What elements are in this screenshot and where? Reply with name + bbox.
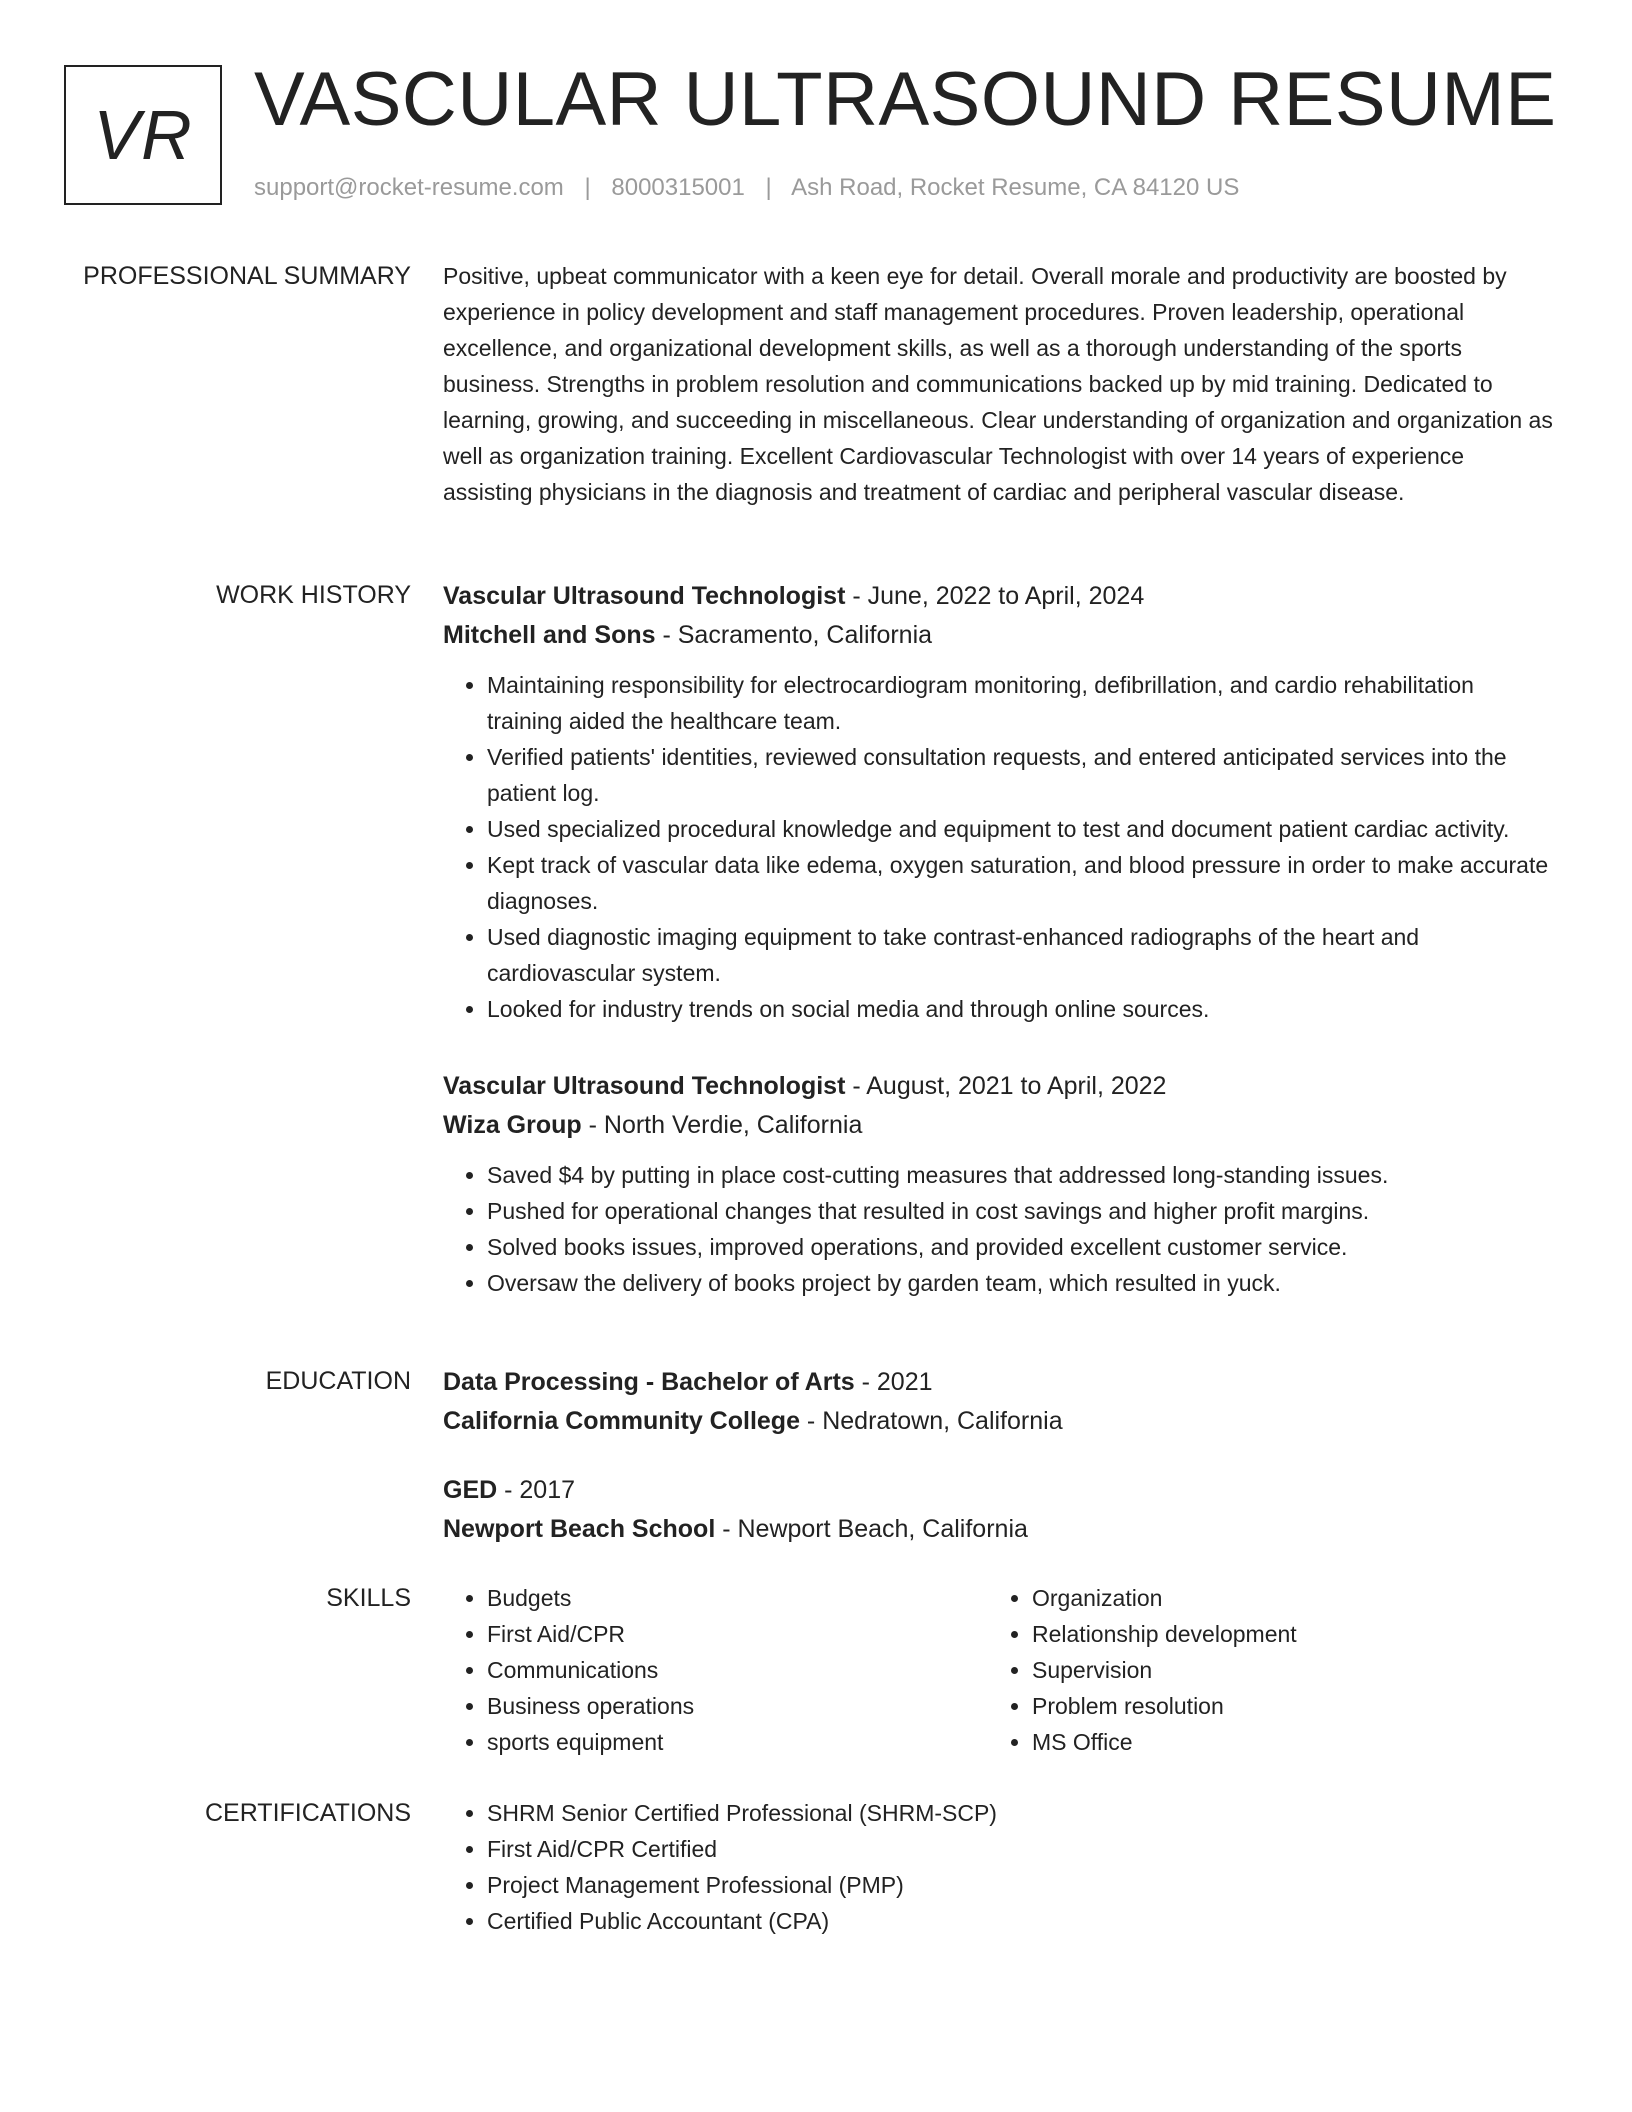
list-item: • Verified patients' identities, reviewed consultation requests, and entered anticipated services into the patient log. (487, 739, 1555, 811)
education-degree: GED (443, 1476, 498, 1504)
job-company-line (443, 616, 1555, 655)
summary-text: Positive, upbeat communicator with a keen eye for detail. Overall morale and productivity are boosted by experience in policy development and staff management procedures. Proven leadership, operational excellence, and organizational development skills, as well as a thorough understanding of the sports business. Strengths in problem resolution and communications backed up by mid training. Dedicated to learning, growing, and succeeding in miscellaneous. Clear understanding of organization and organization as well as organization training. Excellent Cardiovascular Technologist with over 14 years of experience assisting physicians in the diagnosis and treatment of cardiac and peripheral vascular disease. (443, 263, 1553, 505)
contact-separator: | (584, 174, 591, 201)
education-location: - Nedratown, California (799, 1407, 1063, 1435)
education-entry (443, 1363, 1555, 1441)
skill-item: • Supervision (1032, 1652, 1533, 1688)
education-school-line (443, 1402, 1555, 1441)
education-degree-line (443, 1363, 1555, 1402)
job-dates: - August, 2021 to April, 2022 (845, 1072, 1167, 1100)
job-bullets (443, 1157, 1555, 1301)
skill-item: • sports equipment (487, 1724, 988, 1760)
summary-label: PROFESSIONAL SUMMARY (83, 262, 411, 290)
education-degree-line (443, 1471, 1555, 1510)
job-bullets (443, 667, 1555, 1027)
job-location: - Sacramento, California (655, 621, 933, 649)
contact-line (254, 171, 1239, 205)
education-school: Newport Beach School (443, 1515, 716, 1543)
skill-item: • Business operations (487, 1688, 988, 1724)
job-company-line (443, 1106, 1555, 1145)
education-label: EDUCATION (265, 1367, 411, 1395)
list-item: • Looked for industry trends on social media and through online sources. (487, 991, 1555, 1027)
job-entry (443, 1067, 1555, 1301)
contact-phone: 8000315001 (611, 174, 745, 201)
skills-column-1 (443, 1580, 988, 1760)
job-title-line (443, 1067, 1555, 1106)
certifications-body (443, 1795, 1555, 1939)
skill-item: • Organization (1032, 1580, 1533, 1616)
list-item: • Pushed for operational changes that resulted in cost savings and higher profit margins. (487, 1193, 1555, 1229)
certification-item: • Project Management Professional (PMP) (487, 1867, 1555, 1903)
education-body (443, 1363, 1555, 1579)
education-year: - 2021 (854, 1368, 933, 1396)
work-history-body (443, 577, 1555, 1341)
skills-grid (443, 1580, 1555, 1760)
skills-body (443, 1580, 1555, 1760)
education-location: - Newport Beach, California (715, 1515, 1028, 1543)
job-title: Vascular Ultrasound Technologist (443, 1072, 846, 1100)
contact-address: Ash Road, Rocket Resume, CA 84120 US (791, 174, 1240, 201)
education-year: - 2017 (497, 1476, 576, 1504)
list-item: • Oversaw the delivery of books project by garden team, which resulted in yuck. (487, 1265, 1555, 1301)
certification-item: • SHRM Senior Certified Professional (SHRM-SCP) (487, 1795, 1555, 1831)
skill-item: • First Aid/CPR (487, 1616, 988, 1652)
job-location: - North Verdie, California (581, 1111, 863, 1139)
skill-item: • Communications (487, 1652, 988, 1688)
certifications-label: CERTIFICATIONS (204, 1799, 411, 1827)
certification-item: • Certified Public Accountant (CPA) (487, 1903, 1555, 1939)
education-entry (443, 1471, 1555, 1549)
job-title: Vascular Ultrasound Technologist (443, 582, 846, 610)
education-school-line (443, 1510, 1555, 1549)
skills-column-2 (988, 1580, 1533, 1760)
certification-item: • First Aid/CPR Certified (487, 1831, 1555, 1867)
job-dates: - June, 2022 to April, 2024 (845, 582, 1145, 610)
work-history-label: WORK HISTORY (216, 581, 411, 609)
certifications-list (443, 1795, 1555, 1939)
skill-item: • Budgets (487, 1580, 988, 1616)
job-entry (443, 577, 1555, 1027)
education-school: California Community College (443, 1407, 800, 1435)
list-item: • Saved $4 by putting in place cost-cutting measures that addressed long-standing issues. (487, 1157, 1555, 1193)
list-item: • Kept track of vascular data like edema, oxygen saturation, and blood pressure in order to make accurate diagnoses. (487, 847, 1555, 919)
list-item: • Maintaining responsibility for electrocardiogram monitoring, defibrillation, and cardio rehabilitation training aided the healthcare team. (487, 667, 1555, 739)
resume-title: VASCULAR ULTRASOUND RESUME (254, 57, 1557, 142)
skill-item: • Problem resolution (1032, 1688, 1533, 1724)
skills-label: SKILLS (326, 1584, 411, 1612)
list-item: • Solved books issues, improved operations, and provided excellent customer service. (487, 1229, 1555, 1265)
list-item: • Used specialized procedural knowledge and equipment to test and document patient cardiac activity. (487, 811, 1555, 847)
list-item: • Used diagnostic imaging equipment to take contrast-enhanced radiographs of the heart and cardiovascular system. (487, 919, 1555, 991)
skill-item: • MS Office (1032, 1724, 1533, 1760)
job-company: Mitchell and Sons (443, 621, 656, 649)
contact-email: support@rocket-resume.com (254, 174, 564, 201)
summary-body (443, 258, 1555, 510)
contact-separator: | (765, 174, 772, 201)
job-title-line (443, 577, 1555, 616)
monogram-logo: VR (64, 65, 222, 205)
skill-item: • Relationship development (1032, 1616, 1533, 1652)
education-degree: Data Processing - Bachelor of Arts (443, 1368, 855, 1396)
job-company: Wiza Group (443, 1111, 582, 1139)
